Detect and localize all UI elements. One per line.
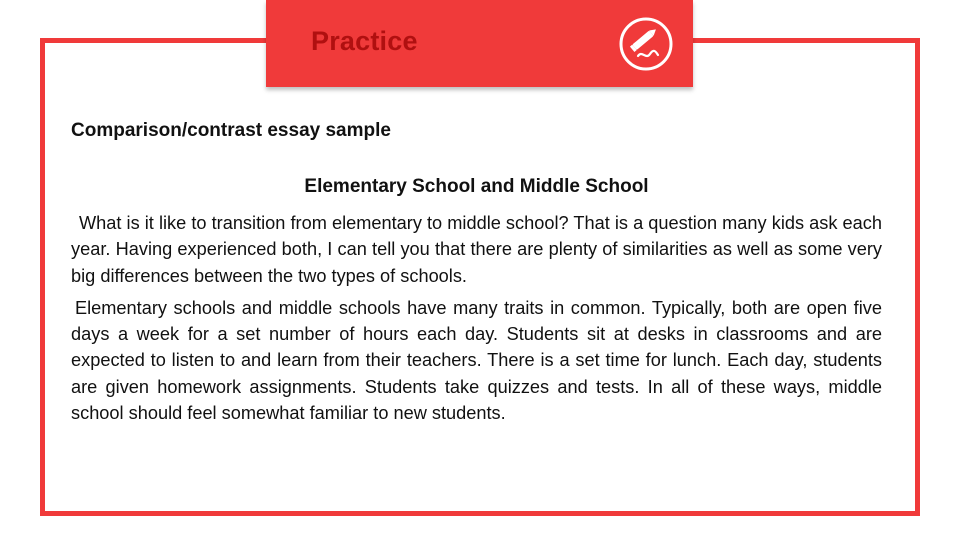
subtitle: Comparison/contrast essay sample [71, 120, 391, 141]
essay-title: Elementary School and Middle School [304, 176, 649, 197]
header-tab [266, 0, 693, 87]
paragraph-1: What is it like to transition from elementary to middle school? That is a question many kids ask each year. Having experienced both, I can tell you that there are plenty of similarities as well as some very big differences between the two types of schools. [71, 213, 882, 286]
essay-content [71, 116, 882, 426]
pen-writing-icon [618, 16, 674, 72]
header-title: Practice [311, 26, 418, 56]
paragraph-2: Elementary schools and middle schools have many traits in common. Typically, both are open five days a week for a set number of hours each day. Students sit at desks in classrooms and are expected to listen to and learn from their teachers. There is a set time for lunch. Each day, students are given homework assignments. Students take quizzes and tests. In all of these ways, middle school should feel somewhat familiar to new students. [71, 297, 882, 424]
